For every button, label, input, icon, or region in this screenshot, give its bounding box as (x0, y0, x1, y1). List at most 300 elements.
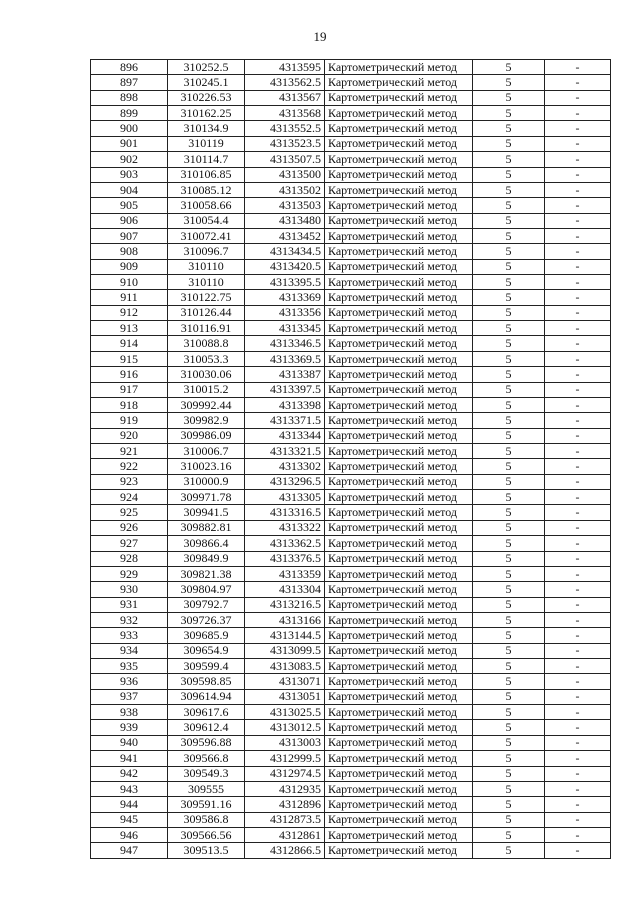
table-row (91, 106, 611, 121)
method-cell: Картометрический метод (325, 812, 473, 827)
note-cell: - (545, 290, 611, 305)
note-cell: - (545, 643, 611, 658)
point-number-cell: 900 (91, 121, 168, 136)
table-row (91, 643, 611, 658)
point-number-cell: 917 (91, 382, 168, 397)
point-number-cell: 906 (91, 213, 168, 228)
y-coordinate-cell: 4313507.5 (245, 152, 325, 167)
method-cell: Картометрический метод (325, 228, 473, 243)
y-coordinate-cell: 4313083.5 (245, 659, 325, 674)
method-cell: Картометрический метод (325, 75, 473, 90)
table-row (91, 367, 611, 382)
y-coordinate-cell: 4313568 (245, 106, 325, 121)
accuracy-cell: 5 (473, 290, 545, 305)
note-cell: - (545, 720, 611, 735)
x-coordinate-cell: 310116.91 (168, 321, 245, 336)
point-number-cell: 925 (91, 505, 168, 520)
table-row (91, 674, 611, 689)
table-row (91, 397, 611, 412)
accuracy-cell: 5 (473, 536, 545, 551)
note-cell: - (545, 536, 611, 551)
point-number-cell: 920 (91, 428, 168, 443)
y-coordinate-cell: 4313003 (245, 735, 325, 750)
note-cell: - (545, 75, 611, 90)
table-row (91, 766, 611, 781)
x-coordinate-cell: 309617.6 (168, 705, 245, 720)
point-number-cell: 904 (91, 182, 168, 197)
method-cell: Картометрический метод (325, 781, 473, 796)
x-coordinate-cell: 310110 (168, 259, 245, 274)
accuracy-cell: 5 (473, 735, 545, 750)
point-number-cell: 943 (91, 781, 168, 796)
method-cell: Картометрический метод (325, 843, 473, 858)
point-number-cell: 913 (91, 321, 168, 336)
point-number-cell: 905 (91, 198, 168, 213)
method-cell: Картометрический метод (325, 705, 473, 720)
x-coordinate-cell: 309598.85 (168, 674, 245, 689)
y-coordinate-cell: 4313012.5 (245, 720, 325, 735)
y-coordinate-cell: 4313552.5 (245, 121, 325, 136)
method-cell: Картометрический метод (325, 60, 473, 75)
method-cell: Картометрический метод (325, 305, 473, 320)
method-cell: Картометрический метод (325, 735, 473, 750)
x-coordinate-cell: 310114.7 (168, 152, 245, 167)
note-cell: - (545, 167, 611, 182)
x-coordinate-cell: 309599.4 (168, 659, 245, 674)
x-coordinate-cell: 310085.12 (168, 182, 245, 197)
table-row (91, 428, 611, 443)
x-coordinate-cell: 310134.9 (168, 121, 245, 136)
note-cell: - (545, 628, 611, 643)
note-cell: - (545, 674, 611, 689)
note-cell: - (545, 336, 611, 351)
point-number-cell: 944 (91, 797, 168, 812)
point-number-cell: 915 (91, 351, 168, 366)
table-row (91, 244, 611, 259)
x-coordinate-cell: 309882.81 (168, 520, 245, 535)
point-number-cell: 928 (91, 551, 168, 566)
accuracy-cell: 5 (473, 766, 545, 781)
y-coordinate-cell: 4313500 (245, 167, 325, 182)
method-cell: Картометрический метод (325, 766, 473, 781)
accuracy-cell: 5 (473, 351, 545, 366)
x-coordinate-cell: 310023.16 (168, 459, 245, 474)
note-cell: - (545, 474, 611, 489)
x-coordinate-cell: 310226.53 (168, 90, 245, 105)
table-row (91, 382, 611, 397)
y-coordinate-cell: 4312861 (245, 827, 325, 842)
x-coordinate-cell: 309566.8 (168, 751, 245, 766)
table-row (91, 459, 611, 474)
x-coordinate-cell: 310006.7 (168, 443, 245, 458)
table-row (91, 628, 611, 643)
note-cell: - (545, 60, 611, 75)
table-row (91, 443, 611, 458)
y-coordinate-cell: 4313502 (245, 182, 325, 197)
accuracy-cell: 5 (473, 397, 545, 412)
x-coordinate-cell: 310245.1 (168, 75, 245, 90)
note-cell: - (545, 213, 611, 228)
table-row (91, 136, 611, 151)
point-number-cell: 919 (91, 413, 168, 428)
y-coordinate-cell: 4313595 (245, 60, 325, 75)
accuracy-cell: 5 (473, 75, 545, 90)
point-number-cell: 936 (91, 674, 168, 689)
y-coordinate-cell: 4313362.5 (245, 536, 325, 551)
accuracy-cell: 5 (473, 305, 545, 320)
table-row (91, 827, 611, 842)
table-row (91, 582, 611, 597)
x-coordinate-cell: 310015.2 (168, 382, 245, 397)
accuracy-cell: 5 (473, 275, 545, 290)
x-coordinate-cell: 310088.8 (168, 336, 245, 351)
accuracy-cell: 5 (473, 812, 545, 827)
table-row (91, 812, 611, 827)
accuracy-cell: 5 (473, 505, 545, 520)
accuracy-cell: 5 (473, 490, 545, 505)
point-number-cell: 910 (91, 275, 168, 290)
table-row (91, 843, 611, 858)
method-cell: Картометрический метод (325, 382, 473, 397)
note-cell: - (545, 566, 611, 581)
note-cell: - (545, 136, 611, 151)
method-cell: Картометрический метод (325, 90, 473, 105)
table-row (91, 90, 611, 105)
accuracy-cell: 5 (473, 659, 545, 674)
x-coordinate-cell: 310054.4 (168, 213, 245, 228)
point-number-cell: 945 (91, 812, 168, 827)
note-cell: - (545, 797, 611, 812)
method-cell: Картометрический метод (325, 152, 473, 167)
note-cell: - (545, 259, 611, 274)
table-row (91, 474, 611, 489)
x-coordinate-cell: 309986.09 (168, 428, 245, 443)
method-cell: Картометрический метод (325, 106, 473, 121)
y-coordinate-cell: 4312873.5 (245, 812, 325, 827)
accuracy-cell: 5 (473, 551, 545, 566)
point-number-cell: 911 (91, 290, 168, 305)
point-number-cell: 922 (91, 459, 168, 474)
coordinates-table (90, 59, 611, 859)
y-coordinate-cell: 4313051 (245, 689, 325, 704)
x-coordinate-cell: 309804.97 (168, 582, 245, 597)
point-number-cell: 903 (91, 167, 168, 182)
table-row (91, 597, 611, 612)
table-row (91, 689, 611, 704)
method-cell: Картометрический метод (325, 505, 473, 520)
y-coordinate-cell: 4313376.5 (245, 551, 325, 566)
accuracy-cell: 5 (473, 413, 545, 428)
accuracy-cell: 5 (473, 827, 545, 842)
accuracy-cell: 5 (473, 705, 545, 720)
y-coordinate-cell: 4313562.5 (245, 75, 325, 90)
method-cell: Картометрический метод (325, 612, 473, 627)
y-coordinate-cell: 4313305 (245, 490, 325, 505)
point-number-cell: 932 (91, 612, 168, 627)
accuracy-cell: 5 (473, 198, 545, 213)
note-cell: - (545, 659, 611, 674)
accuracy-cell: 5 (473, 182, 545, 197)
note-cell: - (545, 597, 611, 612)
note-cell: - (545, 827, 611, 842)
method-cell: Картометрический метод (325, 367, 473, 382)
accuracy-cell: 5 (473, 244, 545, 259)
table-row (91, 275, 611, 290)
note-cell: - (545, 106, 611, 121)
x-coordinate-cell: 309612.4 (168, 720, 245, 735)
x-coordinate-cell: 310122.75 (168, 290, 245, 305)
note-cell: - (545, 520, 611, 535)
method-cell: Картометрический метод (325, 443, 473, 458)
method-cell: Картометрический метод (325, 136, 473, 151)
x-coordinate-cell: 309685.9 (168, 628, 245, 643)
accuracy-cell: 5 (473, 106, 545, 121)
method-cell: Картометрический метод (325, 351, 473, 366)
accuracy-cell: 5 (473, 367, 545, 382)
note-cell: - (545, 182, 611, 197)
method-cell: Картометрический метод (325, 720, 473, 735)
note-cell: - (545, 305, 611, 320)
x-coordinate-cell: 309992.44 (168, 397, 245, 412)
point-number-cell: 934 (91, 643, 168, 658)
y-coordinate-cell: 4313302 (245, 459, 325, 474)
table-body (91, 60, 611, 859)
x-coordinate-cell: 309982.9 (168, 413, 245, 428)
x-coordinate-cell: 309566.56 (168, 827, 245, 842)
table-row (91, 167, 611, 182)
method-cell: Картометрический метод (325, 121, 473, 136)
point-number-cell: 902 (91, 152, 168, 167)
y-coordinate-cell: 4313356 (245, 305, 325, 320)
y-coordinate-cell: 4313371.5 (245, 413, 325, 428)
x-coordinate-cell: 310252.5 (168, 60, 245, 75)
x-coordinate-cell: 310119 (168, 136, 245, 151)
x-coordinate-cell: 309596.88 (168, 735, 245, 750)
y-coordinate-cell: 4313345 (245, 321, 325, 336)
method-cell: Картометрический метод (325, 689, 473, 704)
accuracy-cell: 5 (473, 474, 545, 489)
table-row (91, 321, 611, 336)
point-number-cell: 921 (91, 443, 168, 458)
method-cell: Картометрический метод (325, 520, 473, 535)
table-row (91, 152, 611, 167)
table-row (91, 259, 611, 274)
accuracy-cell: 5 (473, 321, 545, 336)
method-cell: Картометрический метод (325, 659, 473, 674)
method-cell: Картометрический метод (325, 490, 473, 505)
y-coordinate-cell: 4313304 (245, 582, 325, 597)
accuracy-cell: 5 (473, 428, 545, 443)
note-cell: - (545, 781, 611, 796)
method-cell: Картометрический метод (325, 336, 473, 351)
y-coordinate-cell: 4313025.5 (245, 705, 325, 720)
y-coordinate-cell: 4313395.5 (245, 275, 325, 290)
point-number-cell: 942 (91, 766, 168, 781)
point-number-cell: 927 (91, 536, 168, 551)
note-cell: - (545, 428, 611, 443)
accuracy-cell: 5 (473, 797, 545, 812)
accuracy-cell: 5 (473, 720, 545, 735)
point-number-cell: 935 (91, 659, 168, 674)
accuracy-cell: 5 (473, 382, 545, 397)
y-coordinate-cell: 4313397.5 (245, 382, 325, 397)
point-number-cell: 939 (91, 720, 168, 735)
y-coordinate-cell: 4313387 (245, 367, 325, 382)
accuracy-cell: 5 (473, 582, 545, 597)
point-number-cell: 896 (91, 60, 168, 75)
point-number-cell: 947 (91, 843, 168, 858)
note-cell: - (545, 843, 611, 858)
accuracy-cell: 5 (473, 566, 545, 581)
note-cell: - (545, 751, 611, 766)
y-coordinate-cell: 4313296.5 (245, 474, 325, 489)
y-coordinate-cell: 4312866.5 (245, 843, 325, 858)
note-cell: - (545, 397, 611, 412)
method-cell: Картометрический метод (325, 628, 473, 643)
point-number-cell: 941 (91, 751, 168, 766)
note-cell: - (545, 766, 611, 781)
accuracy-cell: 5 (473, 689, 545, 704)
accuracy-cell: 5 (473, 459, 545, 474)
table-row (91, 305, 611, 320)
note-cell: - (545, 812, 611, 827)
method-cell: Картометрический метод (325, 213, 473, 228)
accuracy-cell: 5 (473, 843, 545, 858)
accuracy-cell: 5 (473, 751, 545, 766)
note-cell: - (545, 198, 611, 213)
point-number-cell: 907 (91, 228, 168, 243)
y-coordinate-cell: 4313398 (245, 397, 325, 412)
y-coordinate-cell: 4313166 (245, 612, 325, 627)
y-coordinate-cell: 4313216.5 (245, 597, 325, 612)
method-cell: Картометрический метод (325, 474, 473, 489)
y-coordinate-cell: 4313344 (245, 428, 325, 443)
x-coordinate-cell: 310096.7 (168, 244, 245, 259)
x-coordinate-cell: 309513.5 (168, 843, 245, 858)
y-coordinate-cell: 4312974.5 (245, 766, 325, 781)
table-row (91, 612, 611, 627)
table-row (91, 336, 611, 351)
y-coordinate-cell: 4313316.5 (245, 505, 325, 520)
note-cell: - (545, 382, 611, 397)
method-cell: Картометрический метод (325, 827, 473, 842)
x-coordinate-cell: 309591.16 (168, 797, 245, 812)
table-row (91, 751, 611, 766)
table-row (91, 75, 611, 90)
y-coordinate-cell: 4312896 (245, 797, 325, 812)
method-cell: Картометрический метод (325, 182, 473, 197)
table-row (91, 290, 611, 305)
note-cell: - (545, 367, 611, 382)
note-cell: - (545, 735, 611, 750)
method-cell: Картометрический метод (325, 290, 473, 305)
point-number-cell: 914 (91, 336, 168, 351)
note-cell: - (545, 505, 611, 520)
method-cell: Картометрический метод (325, 597, 473, 612)
note-cell: - (545, 443, 611, 458)
point-number-cell: 923 (91, 474, 168, 489)
table-row (91, 551, 611, 566)
accuracy-cell: 5 (473, 781, 545, 796)
x-coordinate-cell: 309941.5 (168, 505, 245, 520)
x-coordinate-cell: 309549.3 (168, 766, 245, 781)
note-cell: - (545, 705, 611, 720)
note-cell: - (545, 228, 611, 243)
x-coordinate-cell: 309555 (168, 781, 245, 796)
x-coordinate-cell: 309726.37 (168, 612, 245, 627)
method-cell: Картометрический метод (325, 536, 473, 551)
table-row (91, 520, 611, 535)
x-coordinate-cell: 310058.66 (168, 198, 245, 213)
y-coordinate-cell: 4313071 (245, 674, 325, 689)
point-number-cell: 930 (91, 582, 168, 597)
y-coordinate-cell: 4313420.5 (245, 259, 325, 274)
accuracy-cell: 5 (473, 674, 545, 689)
table-row (91, 659, 611, 674)
y-coordinate-cell: 4313369 (245, 290, 325, 305)
accuracy-cell: 5 (473, 443, 545, 458)
y-coordinate-cell: 4313567 (245, 90, 325, 105)
note-cell: - (545, 90, 611, 105)
point-number-cell: 933 (91, 628, 168, 643)
table-row (91, 705, 611, 720)
method-cell: Картометрический метод (325, 321, 473, 336)
table-row (91, 213, 611, 228)
x-coordinate-cell: 310072.41 (168, 228, 245, 243)
accuracy-cell: 5 (473, 336, 545, 351)
table-row (91, 413, 611, 428)
table-row (91, 228, 611, 243)
method-cell: Картометрический метод (325, 459, 473, 474)
y-coordinate-cell: 4313452 (245, 228, 325, 243)
x-coordinate-cell: 309866.4 (168, 536, 245, 551)
point-number-cell: 897 (91, 75, 168, 90)
method-cell: Картометрический метод (325, 428, 473, 443)
x-coordinate-cell: 310126.44 (168, 305, 245, 320)
point-number-cell: 898 (91, 90, 168, 105)
table-row (91, 505, 611, 520)
method-cell: Картометрический метод (325, 797, 473, 812)
method-cell: Картометрический метод (325, 413, 473, 428)
x-coordinate-cell: 309971.78 (168, 490, 245, 505)
note-cell: - (545, 582, 611, 597)
table-row (91, 566, 611, 581)
accuracy-cell: 5 (473, 136, 545, 151)
method-cell: Картометрический метод (325, 198, 473, 213)
table-row (91, 536, 611, 551)
accuracy-cell: 5 (473, 60, 545, 75)
x-coordinate-cell: 310110 (168, 275, 245, 290)
method-cell: Картометрический метод (325, 643, 473, 658)
point-number-cell: 899 (91, 106, 168, 121)
x-coordinate-cell: 309821.38 (168, 566, 245, 581)
y-coordinate-cell: 4313099.5 (245, 643, 325, 658)
y-coordinate-cell: 4313321.5 (245, 443, 325, 458)
method-cell: Картометрический метод (325, 275, 473, 290)
note-cell: - (545, 321, 611, 336)
x-coordinate-cell: 310106.85 (168, 167, 245, 182)
point-number-cell: 916 (91, 367, 168, 382)
x-coordinate-cell: 310162.25 (168, 106, 245, 121)
table-row (91, 735, 611, 750)
accuracy-cell: 5 (473, 228, 545, 243)
note-cell: - (545, 275, 611, 290)
x-coordinate-cell: 310000.9 (168, 474, 245, 489)
accuracy-cell: 5 (473, 643, 545, 658)
note-cell: - (545, 351, 611, 366)
note-cell: - (545, 612, 611, 627)
table-row (91, 351, 611, 366)
